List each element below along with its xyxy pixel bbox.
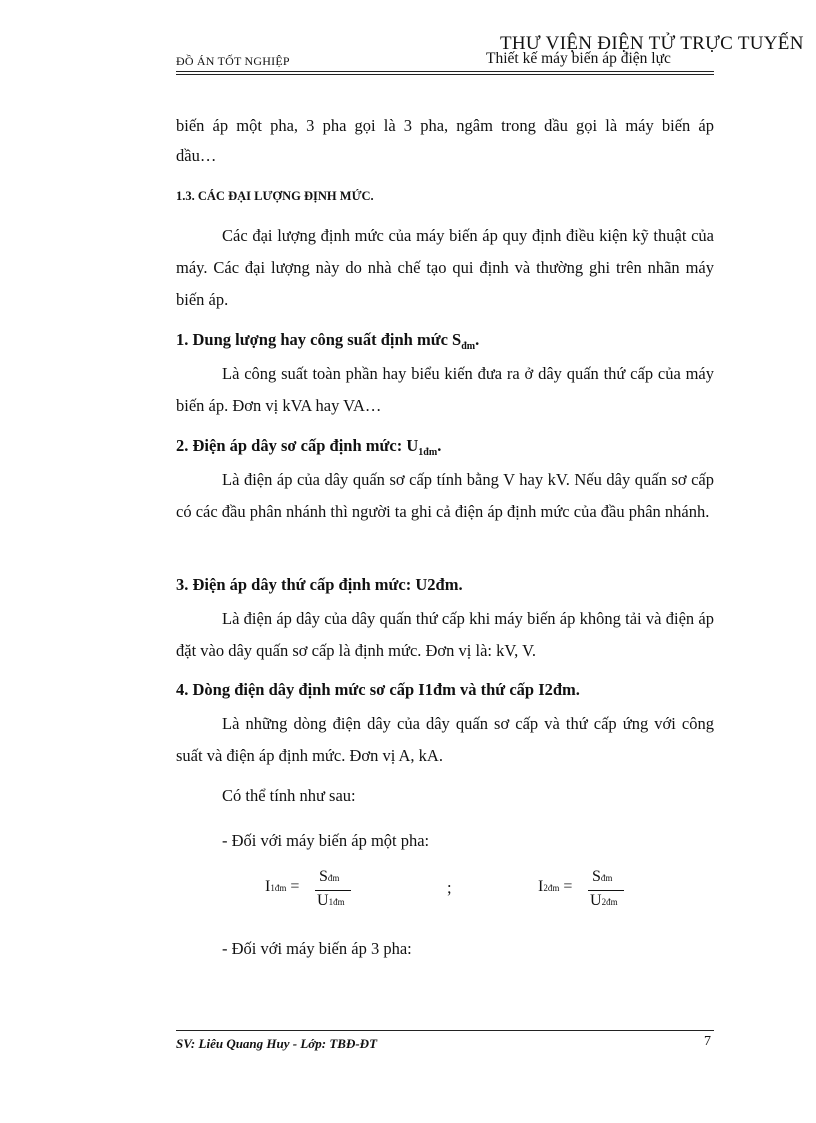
formula-separator: ; (447, 878, 452, 897)
paragraph-5: Là điện áp dây của dây quấn thứ cấp khi máy biến áp không tải và điện áp đặt vào dây quấn sơ cấp là định mức. Đơn vị là: kV, V. (176, 609, 714, 660)
paragraph-3: Là công suất toàn phần hay biểu kiến đưa ra ở dây quấn thứ cấp của máy biến áp. Đơn vị kVA hay VA… (176, 364, 714, 415)
paragraph-4: Là điện áp của dây quấn sơ cấp tính bằng V hay kV. Nếu dây quấn sơ cấp có các đầu phân nhánh thì người ta ghi cả điện áp định mức của đầu phân nhánh. (176, 470, 714, 521)
formula-numerator: S (319, 868, 328, 885)
fraction-bar (588, 890, 624, 891)
heading-4: 4. Dòng điện dây định mức sơ cấp I1đm và thứ cấp I2đm. (176, 680, 580, 699)
section-title: 1.3. CÁC ĐẠI LƯỢNG ĐỊNH MỨC. (176, 189, 374, 203)
paragraph-line: dầu… (176, 146, 217, 165)
header-right: Thiết kế máy biến áp điện lực (486, 50, 671, 67)
header-divider (176, 71, 714, 72)
formula-denominator: U (590, 892, 602, 909)
formula-lhs: I (265, 878, 271, 895)
paragraph-6: Là những dòng điện dây của dây quấn sơ cấp và thứ cấp ứng với công suất và điện áp định mức. Đơn vị A, kA. (176, 714, 714, 765)
paragraph-9: - Đối với máy biến áp 3 pha: (222, 939, 412, 958)
formula-lhs: I (538, 878, 544, 895)
watermark: THƯ VIỆN ĐIỆN TỬ TRỰC TUYẾN (500, 33, 804, 54)
formula-numerator: S (592, 868, 601, 885)
paragraph-intro: Các đại lượng định mức của máy biến áp quy định điều kiện kỹ thuật của máy. Các đại lượng này do nhà chế tạo qui định và thường ghi trên nhãn máy biến áp. (176, 226, 714, 309)
heading-1: 1. Dung lượng hay công suất định mức $S_{đm}$. (176, 330, 480, 352)
header-divider-2 (176, 74, 714, 75)
fraction-bar (315, 890, 351, 891)
footer-author: SV: Liêu Quang Huy - Lớp: TBĐ-ĐT (176, 1036, 378, 1051)
page-number: 7 (704, 1034, 711, 1049)
paragraph-7: Có thể tính như sau: (222, 786, 356, 805)
paragraph-line: biến áp một pha, 3 pha gọi là 3 pha, ngâm trong dầu gọi là máy biến áp (176, 116, 714, 135)
heading-2: 2. Điện áp dây sơ cấp định mức: $U_{1đm}$. (176, 436, 442, 458)
paragraph-8: - Đối với máy biến áp một pha: (222, 831, 430, 850)
header-left: ĐỒ ÁN TỐT NGHIỆP (176, 54, 290, 68)
heading-3: 3. Điện áp dây thứ cấp định mức: U2đm. (176, 575, 463, 594)
formula-denominator: U (317, 892, 329, 909)
footer-divider (176, 1030, 714, 1031)
